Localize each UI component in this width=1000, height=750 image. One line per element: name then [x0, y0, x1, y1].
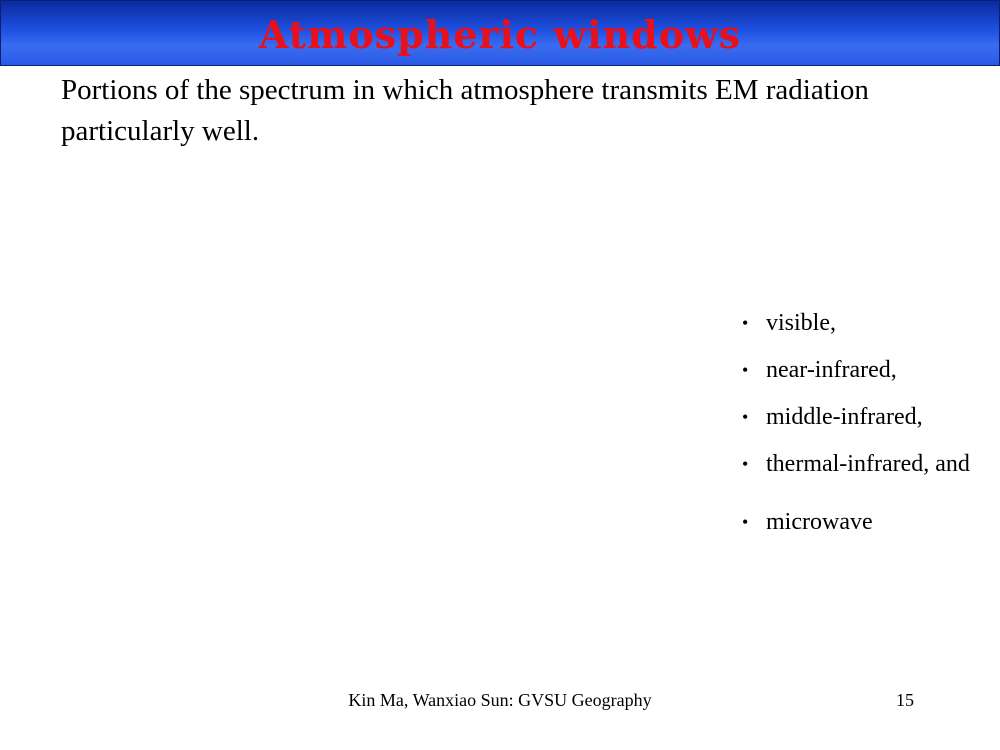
page-number: 15 [896, 690, 914, 710]
bullet-icon: • [742, 360, 749, 380]
bullet-text: middle-infrared, [766, 404, 923, 430]
bullet-list [740, 307, 990, 553]
intro-text: Portions of the spectrum in which atmosphere transmits EM radiation particularly well. [61, 74, 869, 147]
bullet-item [740, 354, 990, 386]
bullet-item [740, 448, 990, 480]
bullet-text: microwave [766, 509, 873, 535]
bullet-item [740, 307, 990, 339]
bullet-icon: • [742, 512, 749, 532]
bullet-item [740, 401, 990, 433]
bullet-item [740, 506, 990, 538]
bullet-text: thermal-infrared, and [766, 451, 970, 477]
bullet-icon: • [742, 407, 749, 427]
bullet-text: near-infrared, [766, 357, 897, 383]
bullet-icon: • [742, 313, 749, 333]
slide-title: Atmospheric windows [258, 12, 742, 57]
title-bar [0, 0, 1000, 66]
bullet-icon: • [742, 454, 749, 474]
bullet-text: visible, [766, 310, 836, 336]
footer-author: Kin Ma, Wanxiao Sun: GVSU Geography [348, 690, 652, 710]
